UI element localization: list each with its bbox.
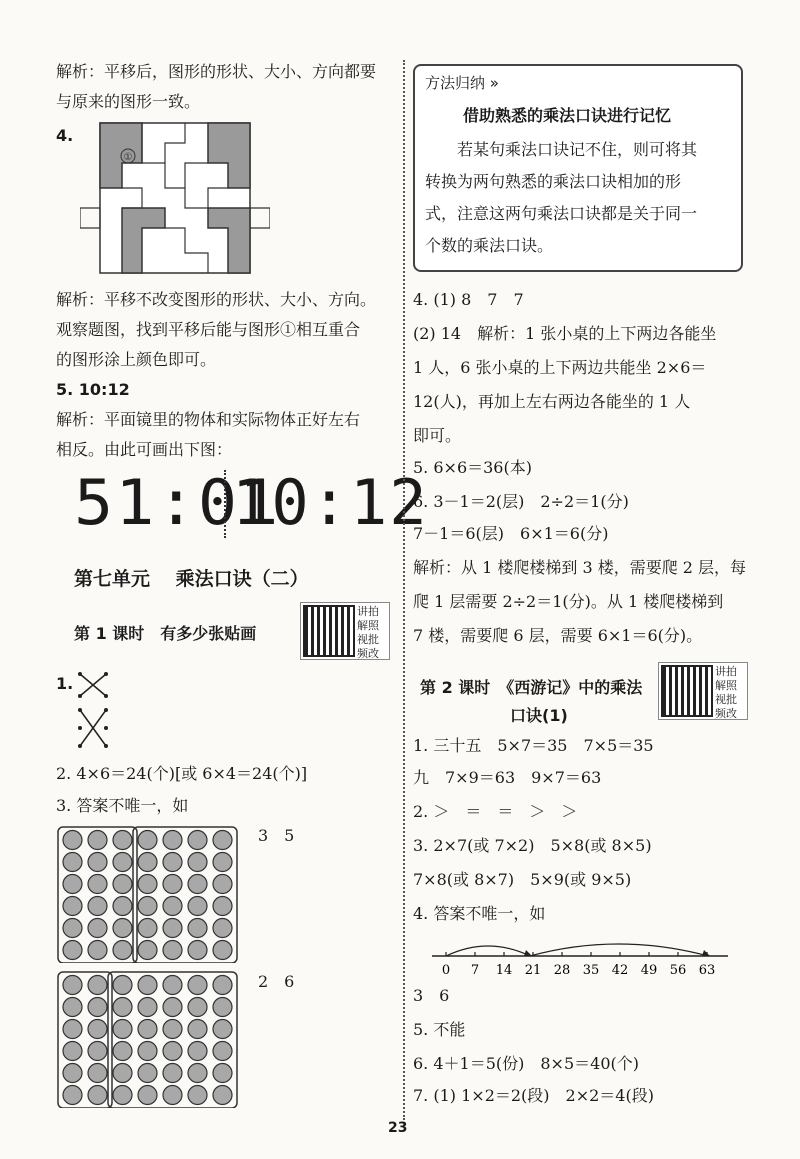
grid-dot: [138, 1064, 157, 1083]
question-2-answer: 2. 4×6＝24(个)[或 6×4＝24(个)]: [56, 764, 308, 783]
grid-dot: [163, 897, 182, 916]
grid-dot: [213, 831, 232, 850]
answer-6-analysis-c: 7 楼，需要爬 6 层，需要 6×1＝6(分)。: [413, 626, 703, 645]
grid-dot: [188, 976, 207, 995]
grid-dot: [163, 875, 182, 894]
grid-dot: [113, 1086, 132, 1105]
number-line-tick-label: 35: [582, 963, 600, 978]
grid-dot: [63, 853, 82, 872]
answer-4-2-b: 1 人，6 张小桌的上下两边共能坐 2×6＝: [413, 358, 707, 377]
b5: 5. 不能: [413, 1020, 466, 1039]
grid-dot: [63, 1064, 82, 1083]
grid-dot: [88, 875, 107, 894]
method-line-1: 若某句乘法口诀记不住，则可将其: [425, 140, 698, 159]
grid-dot: [63, 1086, 82, 1105]
grid-dot: [163, 976, 182, 995]
lesson-1-title: 第 1 课时 有多少张贴画: [74, 624, 257, 643]
unit-title: 第七单元 乘法口诀（二）: [74, 568, 309, 590]
grid-dot: [113, 919, 132, 938]
grid-dot: [63, 875, 82, 894]
grid-dot: [138, 941, 157, 960]
grid-dot: [188, 875, 207, 894]
grid-dot: [213, 941, 232, 960]
grid-dot: [213, 897, 232, 916]
grid-dot: [63, 919, 82, 938]
mirror-clock-real: 10:12: [232, 466, 429, 539]
analysis-translation-2b: 观察题图，找到平移后能与图形①相互重合: [56, 320, 361, 339]
analysis-translation-1a: 解析：平移后，图形的形状、大小、方向都要: [56, 62, 377, 81]
grid-dot: [213, 919, 232, 938]
grid-dot: [138, 897, 157, 916]
number-line-tick-label: 28: [553, 963, 571, 978]
grid-dot: [138, 919, 157, 938]
number-line-tick-label: 14: [495, 963, 513, 978]
mirror-clock-reflection: 51:01: [74, 466, 281, 539]
grid-dot: [138, 998, 157, 1017]
grid-dot: [113, 875, 132, 894]
grid-dot: [163, 1086, 182, 1105]
grid-dot: [113, 941, 132, 960]
number-line-tick-label: 49: [640, 963, 658, 978]
grid-dot: [88, 976, 107, 995]
analysis-translation-1b: 与原来的图形一致。: [56, 92, 201, 111]
question-5-answer: 5. 10:12: [56, 380, 130, 399]
analysis-translation-2c: 的图形涂上颜色即可。: [56, 350, 217, 369]
grid-dot: [63, 1020, 82, 1039]
grid-dot: [138, 976, 157, 995]
answer-4-2-d: 即可。: [413, 426, 462, 445]
answer-6-b: 7－1＝6(层) 6×1＝6(分): [413, 524, 609, 543]
b3-b: 7×8(或 8×7) 5×9(或 9×5): [413, 870, 632, 889]
grid-dot: [163, 1064, 182, 1083]
grid-dot: [88, 853, 107, 872]
grid-dot: [113, 1042, 132, 1061]
b3-a: 3. 2×7(或 7×2) 5×8(或 8×5): [413, 836, 652, 855]
grid-dot: [188, 941, 207, 960]
grid-dot: [213, 1086, 232, 1105]
grid-dot: [88, 1064, 107, 1083]
grid-dot: [163, 1020, 182, 1039]
number-line-tick-label: 21: [524, 963, 542, 978]
grid-dot: [138, 1042, 157, 1061]
question-1-number: 1.: [56, 674, 74, 693]
grid-dot: [188, 1064, 207, 1083]
method-line-4: 个数的乘法口诀。: [425, 236, 554, 255]
number-line-tick-label: 7: [470, 963, 480, 978]
answer-4-1: 4. (1) 8 7 7: [413, 290, 524, 309]
grid-dot: [213, 1020, 232, 1039]
grid-dot: [63, 897, 82, 916]
grid-dot: [113, 853, 132, 872]
grid-dot: [213, 998, 232, 1017]
dot-grid-3x5: [56, 825, 240, 963]
grid-dot: [163, 1042, 182, 1061]
number-line-tick-label: 42: [611, 963, 629, 978]
number-line-tick-label: 0: [441, 963, 451, 978]
grid-dot: [163, 941, 182, 960]
grid-dot: [188, 897, 207, 916]
qr-code-box-2[interactable]: [658, 662, 748, 720]
method-line-2: 转换为两句熟悉的乘法口诀相加的形: [425, 172, 682, 191]
b1-b: 九 7×9＝63 9×7＝63: [413, 768, 602, 787]
matching-lines-figure: [76, 668, 116, 758]
grid-dot: [113, 897, 132, 916]
grid-dot: [138, 831, 157, 850]
grid-dot: [113, 976, 132, 995]
method-subtitle: 借助熟悉的乘法口诀进行记忆: [463, 106, 672, 125]
grid-dot: [213, 875, 232, 894]
grid-dot: [138, 853, 157, 872]
translation-puzzle-figure: [80, 118, 270, 278]
grid-dot: [163, 919, 182, 938]
grid-dot: [63, 831, 82, 850]
grid-dot: [188, 831, 207, 850]
method-title: 方法归纳: [425, 74, 486, 92]
b1-a: 1. 三十五 5×7＝35 7×5＝35: [413, 736, 654, 755]
grid-dot: [213, 853, 232, 872]
analysis-translation-2a: 解析：平移不改变图形的形状、大小、方向。: [56, 290, 377, 309]
method-summary-box: [413, 64, 743, 272]
grid-dot: [63, 941, 82, 960]
grid-dot: [63, 1042, 82, 1061]
answer-6-analysis-a: 解析：从 1 楼爬楼梯到 3 楼，需要爬 2 层，每: [413, 558, 747, 577]
number-line: [432, 936, 732, 978]
grid-dot: [213, 1064, 232, 1083]
grid-dot: [88, 998, 107, 1017]
grid-dot: [188, 998, 207, 1017]
grid-dot: [188, 1020, 207, 1039]
analysis-mirror-b: 相反。由此可画出下图：: [56, 440, 233, 459]
grid-dot: [88, 919, 107, 938]
grid-dot: [188, 853, 207, 872]
b7: 7. (1) 1×2＝2(段) 2×2＝4(段): [413, 1086, 654, 1105]
qr-caption: 讲拍解照视批频改: [715, 665, 737, 720]
b2: 2. ＞ ＝ ＝ ＞ ＞: [413, 802, 578, 821]
number-line-tick-label: 56: [669, 963, 687, 978]
grid-dot: [138, 875, 157, 894]
grid-dot: [88, 1086, 107, 1105]
grid-dot: [88, 831, 107, 850]
answer-5: 5. 6×6＝36(本): [413, 458, 532, 477]
mirror-line: [224, 470, 226, 538]
qr-code-icon[interactable]: [303, 605, 355, 657]
grid-dot: [88, 1020, 107, 1039]
method-line-3: 式，注意这两句乘法口诀都是关于同一: [425, 204, 698, 223]
grid-dot: [138, 1020, 157, 1039]
grid-dot: [63, 976, 82, 995]
answer-6-analysis-b: 爬 1 层需要 2÷2＝1(分)。从 1 楼爬楼梯到: [413, 592, 724, 611]
grid-dot: [88, 1042, 107, 1061]
question-4-number: 4.: [56, 126, 74, 145]
grid-dot: [113, 831, 132, 850]
page-number: 23: [388, 1120, 408, 1136]
dot-grid-2x6: [56, 970, 240, 1108]
qr-caption: 讲拍解照视批频改: [357, 605, 379, 660]
lesson-2-title-a: 第 2 课时 《西游记》中的乘法: [420, 678, 643, 697]
figure-1-label: ①: [123, 152, 133, 163]
grid-1-label: 3 5: [258, 826, 295, 845]
qr-code-icon[interactable]: [661, 665, 713, 717]
grid-dot: [188, 919, 207, 938]
column-divider: [403, 60, 405, 1120]
b6: 6. 4＋1＝5(份) 8×5＝40(个): [413, 1054, 639, 1073]
grid-dot: [163, 853, 182, 872]
qr-code-box-1[interactable]: [300, 602, 390, 660]
grid-dot: [188, 1086, 207, 1105]
analysis-mirror-a: 解析：平面镜里的物体和实际物体正好左右: [56, 410, 361, 429]
grid-2-label: 2 6: [258, 972, 295, 991]
question-3-intro: 3. 答案不唯一，如: [56, 796, 189, 815]
grid-dot: [113, 1020, 132, 1039]
grid-dot: [138, 1086, 157, 1105]
grid-dot: [88, 897, 107, 916]
answer-4-2-c: 12(人)，再加上左右两边各能坐的 1 人: [413, 392, 691, 411]
grid-dot: [163, 998, 182, 1017]
answer-4-2-a: (2) 14 解析：1 张小桌的上下两边各能坐: [413, 324, 717, 343]
grid-dot: [188, 1042, 207, 1061]
double-chevron-icon: »: [489, 74, 499, 92]
b4-answer: 3 6: [413, 986, 450, 1005]
b4-intro: 4. 答案不唯一，如: [413, 904, 546, 923]
grid-dot: [163, 831, 182, 850]
lesson-2-title-b: 口诀(1): [510, 706, 568, 725]
grid-dot: [63, 998, 82, 1017]
grid-dot: [88, 941, 107, 960]
grid-dot: [113, 1064, 132, 1083]
grid-dot: [213, 976, 232, 995]
grid-dot: [213, 1042, 232, 1061]
answer-6-a: 6. 3－1＝2(层) 2÷2＝1(分): [413, 492, 629, 511]
grid-dot: [113, 998, 132, 1017]
number-line-tick-label: 63: [698, 963, 716, 978]
